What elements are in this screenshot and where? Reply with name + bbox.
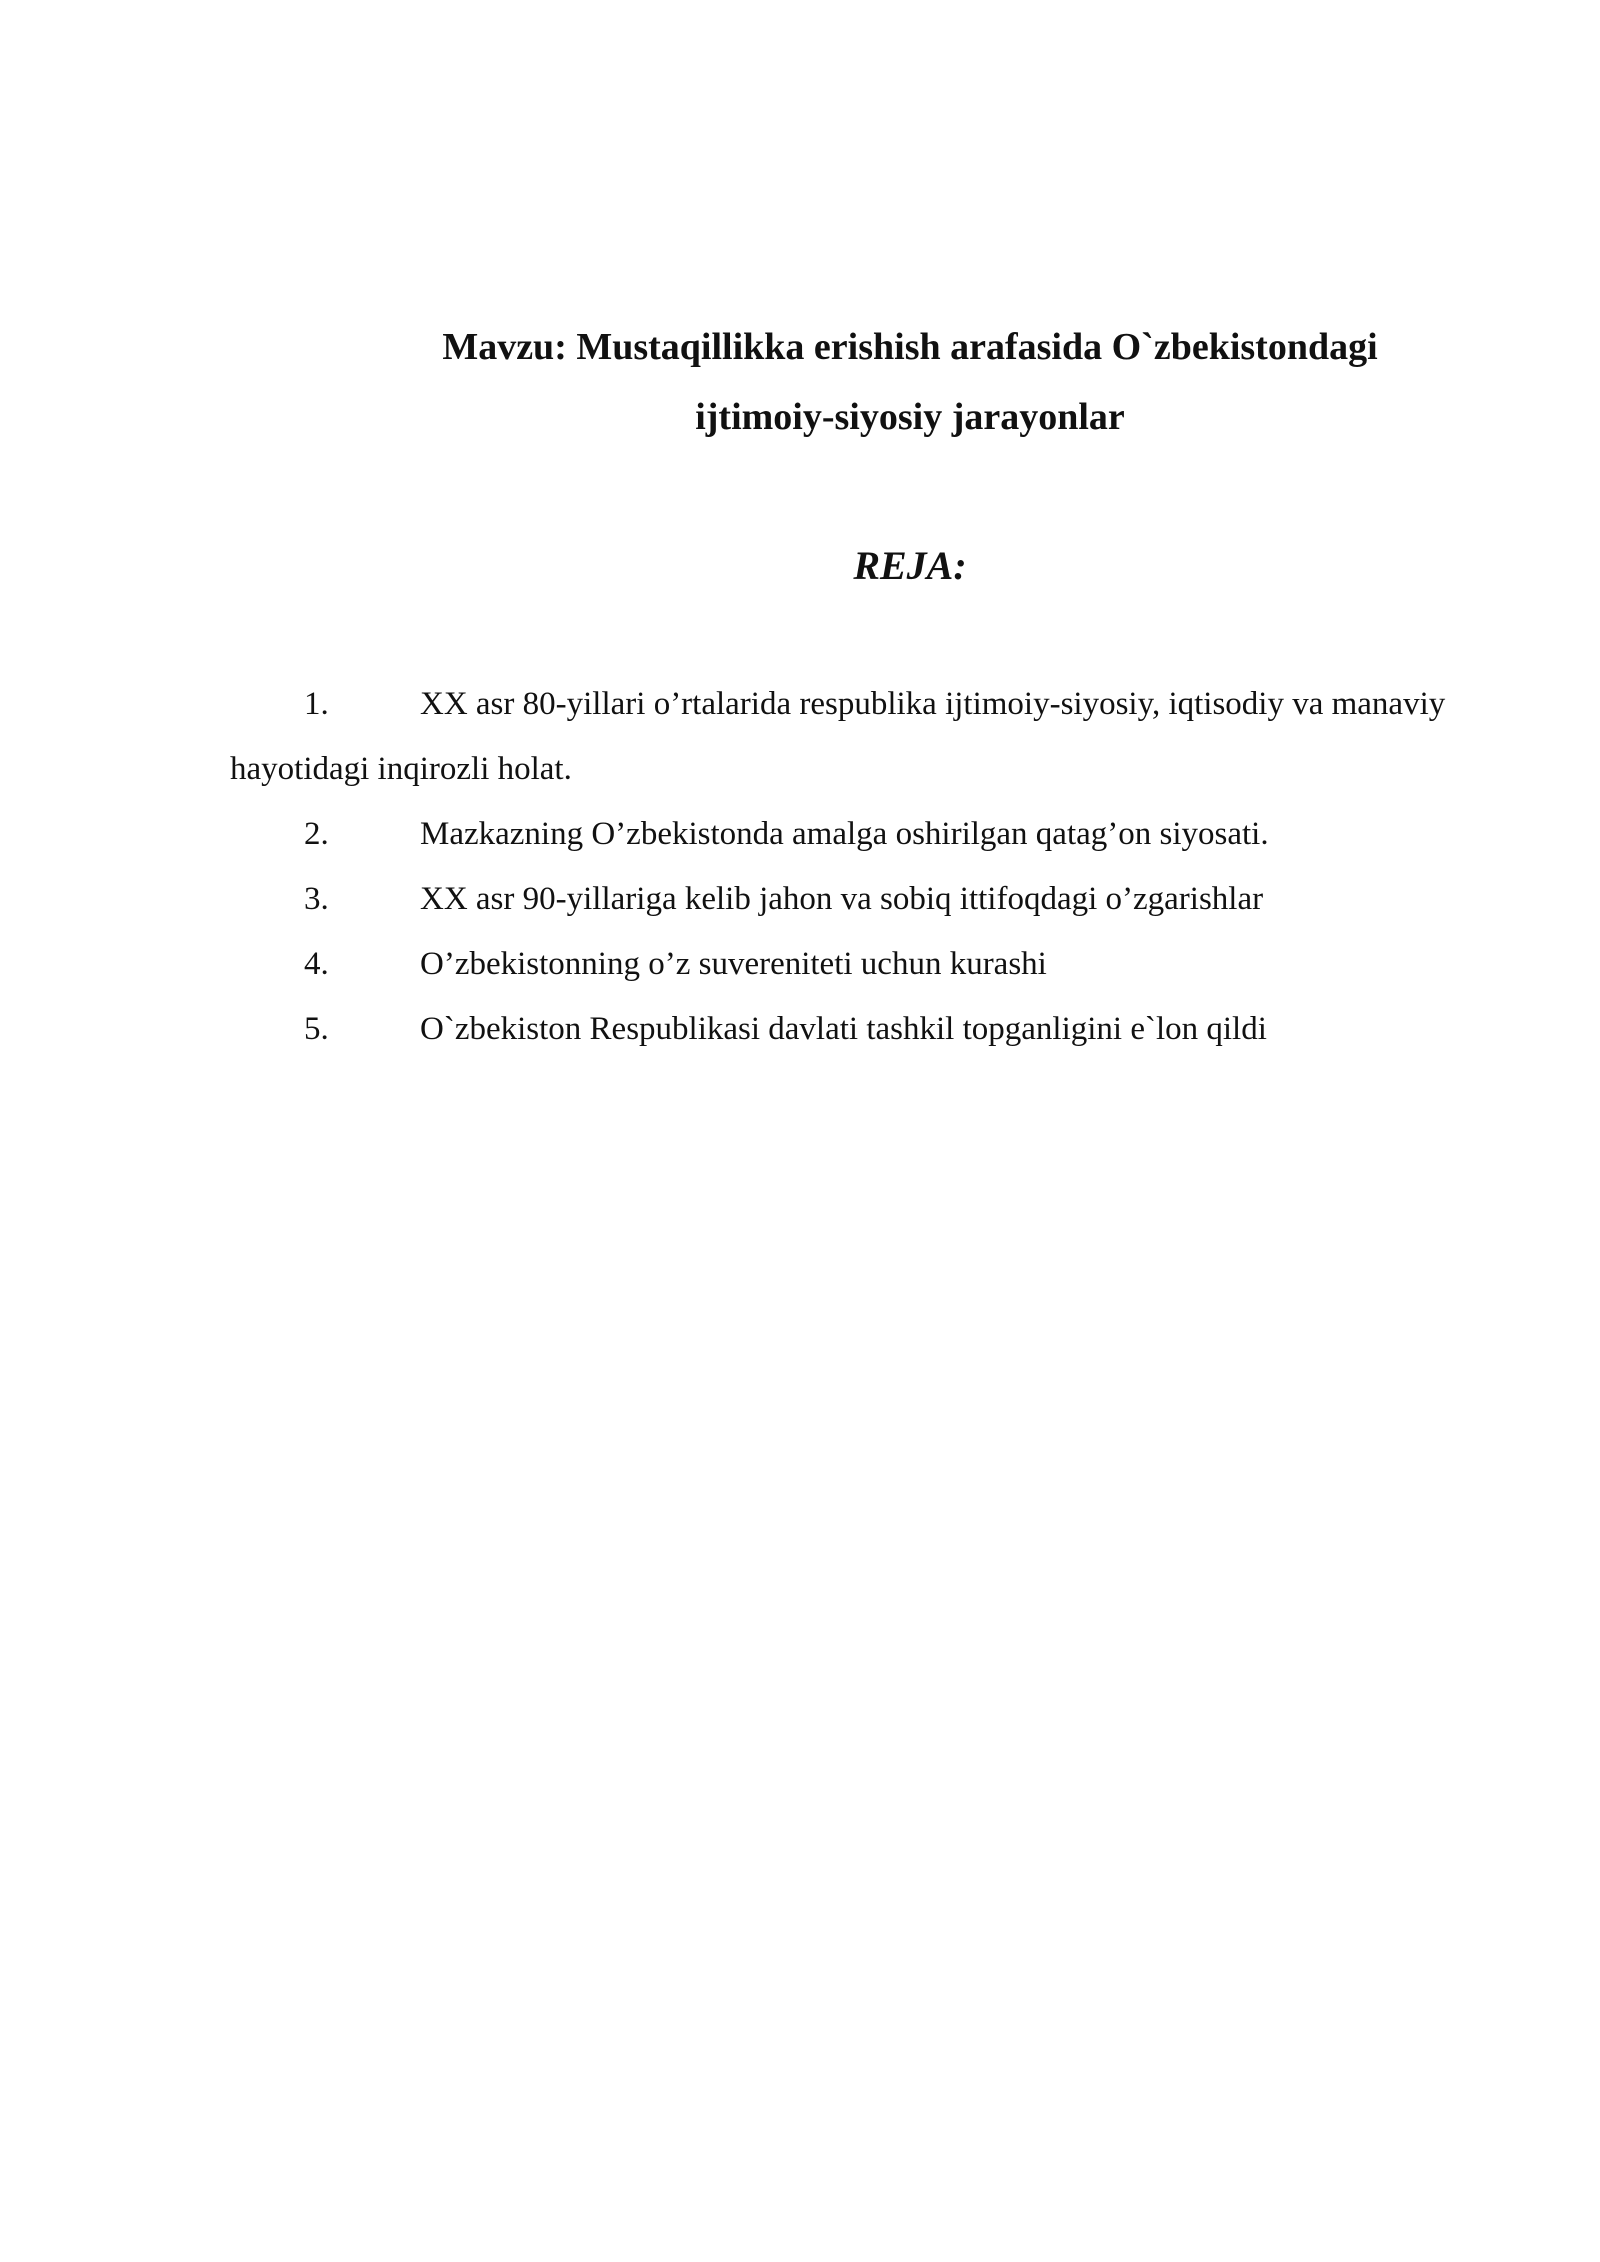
plan-item-5 (230, 997, 1490, 1062)
plan-item-3 (230, 867, 1490, 932)
plan-item-1 (230, 672, 1490, 802)
plan-item-text: O’zbekistonning o’z suvereniteti uchun kurashi (420, 946, 1047, 982)
plan-item-2 (230, 802, 1490, 867)
plan-item-text: O`zbekiston Respublikasi davlati tashkil topganligini e`lon qildi (420, 1011, 1267, 1047)
plan-item-text: XX asr 90-yillariga kelib jahon va sobiq ittifoqdagi o’zgarishlar (420, 881, 1264, 917)
plan-item-number: 4. (304, 946, 329, 982)
plan-item-number: 2. (304, 816, 329, 852)
plan-item-number: 5. (304, 1011, 329, 1047)
plan-item-number: 3. (304, 881, 329, 917)
title-line-2: ijtimoiy-siyosiy jarayonlar (695, 396, 1125, 438)
document-title (230, 312, 1590, 452)
title-line-1: Mavzu: Mustaqillikka erishish arafasida O`zbekistondagi (442, 326, 1378, 368)
plan-heading: REJA: (853, 543, 967, 588)
plan-list (230, 672, 1490, 1062)
plan-item-number: 1. (304, 686, 329, 722)
plan-item-text: XX asr 80-yillari o’rtalarida respublika ijtimoiy-siyosiy, iqtisodiy va manaviy hayotidagi inqirozli holat. (230, 686, 1446, 787)
plan-item-text: Mazkazning O’zbekistonda amalga oshirilgan qatag’on siyosati. (420, 816, 1269, 852)
plan-item-4 (230, 932, 1490, 997)
